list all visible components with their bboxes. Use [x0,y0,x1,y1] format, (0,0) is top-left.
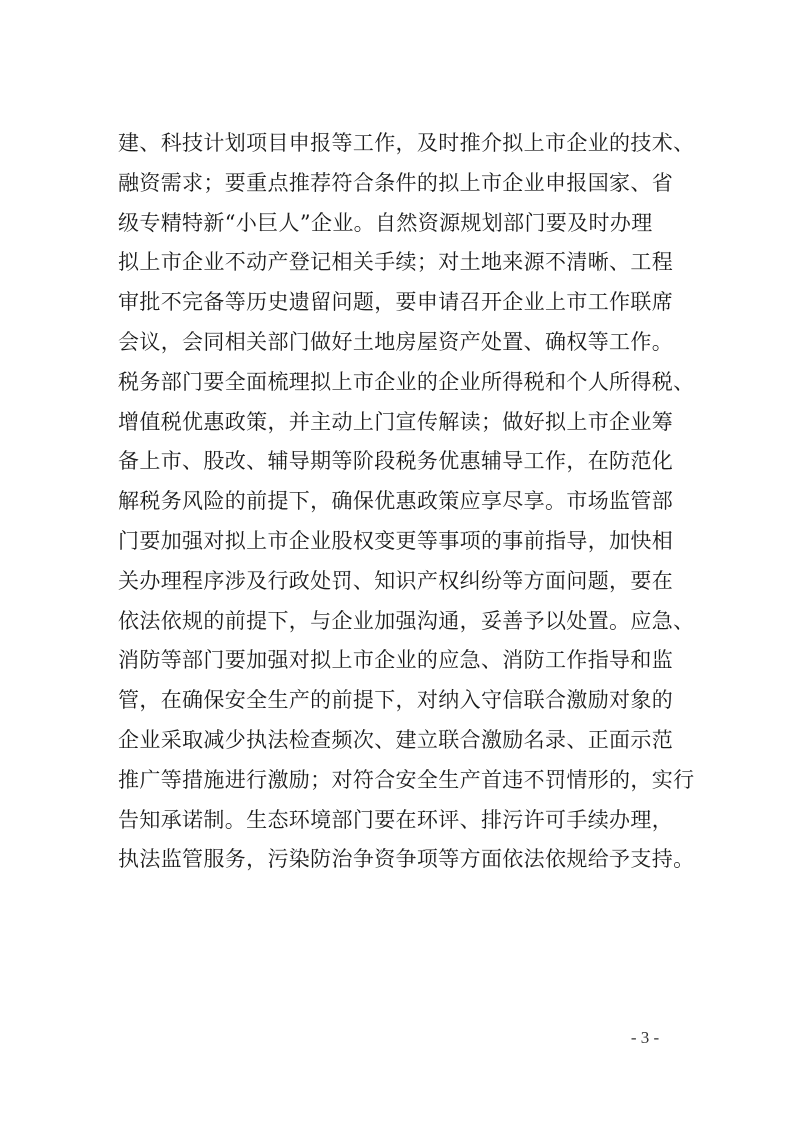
text-line: 会议，会同相关部门做好土地房屋资产处置、确权等工作。 [118,329,674,354]
body-text [118,124,695,880]
text-line: 拟上市企业不动产登记相关手续；对土地来源不清晰、工程 [118,250,674,275]
text-line: 关办理程序涉及行政处罚、知识产权纠纷等方面问题，要在 [118,568,674,593]
text-line: 门要加强对拟上市企业股权变更等事项的事前指导，加快相 [118,528,674,553]
text-line: 增值税优惠政策，并主动上门宣传解读；做好拟上市企业筹 [118,409,674,434]
text-line: 解税务风险的前提下，确保优惠政策应享尽享。市场监管部 [118,489,674,514]
page-number: - 3 - [630,1028,660,1047]
text-line: 推广等措施进行激励；对符合安全生产首违不罚情形的，实行 [118,767,695,792]
text-line: 管，在确保安全生产的前提下，对纳入守信联合激励对象的 [118,688,674,713]
text-line: 建、科技计划项目申报等工作，及时推介拟上市企业的技术、 [118,131,695,155]
text-line: 税务部门要全面梳理拟上市企业的企业所得税和个人所得税、 [118,369,695,394]
text-line: 执法监管服务，污染防治争资争项等方面依法依规给予支持。 [118,847,695,872]
text-line: 审批不完备等历史遗留问题，要申请召开企业上市工作联席 [118,290,674,315]
text-line: 消防等部门要加强对拟上市企业的应急、消防工作指导和监 [118,648,674,673]
text-line: 融资需求；要重点推荐符合条件的拟上市企业申报国家、省 [118,170,674,195]
text-line: 级专精特新“小巨人”企业。自然资源规划部门要及时办理 [118,210,653,235]
text-line: 告知承诺制。生态环境部门要在环评、排污许可手续办理， [118,807,674,832]
text-line: 备上市、股改、辅导期等阶段税务优惠辅导工作，在防范化 [118,449,674,474]
text-line: 依法依规的前提下，与企业加强沟通，妥善予以处置。应急、 [118,608,695,633]
text-line: 企业采取减少执法检查频次、建立联合激励名录、正面示范 [118,727,674,752]
